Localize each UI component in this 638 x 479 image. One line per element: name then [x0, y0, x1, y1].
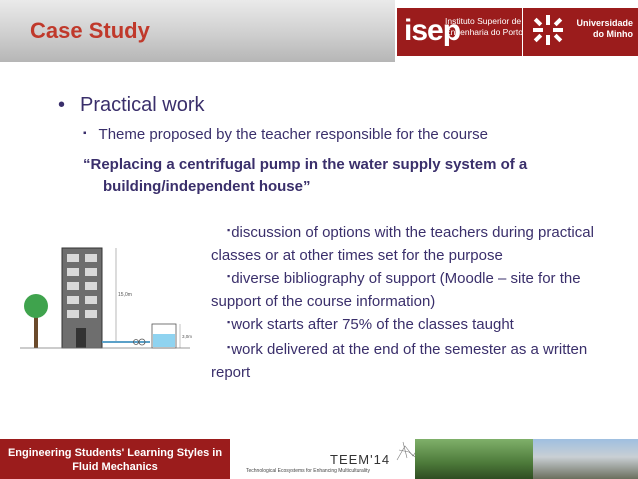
- list-item: [211, 268, 621, 312]
- isep-logo-name: Instituto Superior de Engenharia do Porto: [445, 16, 523, 37]
- building-door: [76, 328, 86, 348]
- bullet-dot: •: [58, 94, 66, 116]
- slide-header: [0, 0, 638, 62]
- list-item: [211, 222, 621, 266]
- tank-water: [153, 334, 175, 347]
- list-item-mark: ▪: [227, 271, 231, 281]
- teem-logo: TEEM'14: [330, 452, 391, 467]
- isep-logo-mark: isep: [404, 14, 461, 47]
- list-item-text: work starts after 75% of the classes taught: [231, 316, 514, 333]
- list-item-text: diverse bibliography of support (Moodle – site for the support of the course information): [211, 270, 581, 310]
- bullet-practical-work-text: Practical work: [80, 94, 205, 116]
- list-item: [211, 314, 621, 337]
- bullet-theme: [83, 126, 488, 143]
- uminho-emblem-icon: [530, 12, 566, 48]
- details-list: [211, 222, 621, 385]
- campus-photo: [415, 439, 533, 479]
- height-label: 15,0m: [118, 292, 132, 298]
- sub-bullet-mark: ▪: [83, 128, 87, 139]
- list-item-text: work delivered at the end of the semester as a written report: [211, 341, 588, 381]
- quote-line-1: “Replacing a centrifugal pump in the water supply system of a: [83, 156, 528, 173]
- city-bridge-photo: [533, 439, 638, 479]
- list-item-mark: ▪: [227, 342, 231, 352]
- tank-height-label: 3,0m: [182, 334, 193, 339]
- teem-subtitle: Technological Ecosystems for Enhancing Multiculturality: [246, 468, 370, 474]
- list-item: [211, 339, 621, 383]
- footer-course-title: Engineering Students' Learning Styles in Fluid Mechanics: [7, 447, 223, 473]
- slide-title: Case Study: [30, 18, 150, 43]
- bullet-theme-text: Theme proposed by the teacher responsible for the course: [98, 126, 488, 143]
- list-item-mark: ▪: [227, 317, 231, 327]
- tree-canopy: [24, 294, 48, 318]
- project-title-quote: [83, 154, 563, 198]
- list-item-text: discussion of options with the teachers during practical classes or at other times set for the purpose: [211, 224, 594, 264]
- building-water-supply-illustration: [20, 238, 200, 358]
- uminho-logo-name: Universidade do Minho: [576, 18, 633, 39]
- list-item-mark: ▪: [227, 225, 231, 235]
- quote-line-2: building/independent house”: [103, 178, 311, 195]
